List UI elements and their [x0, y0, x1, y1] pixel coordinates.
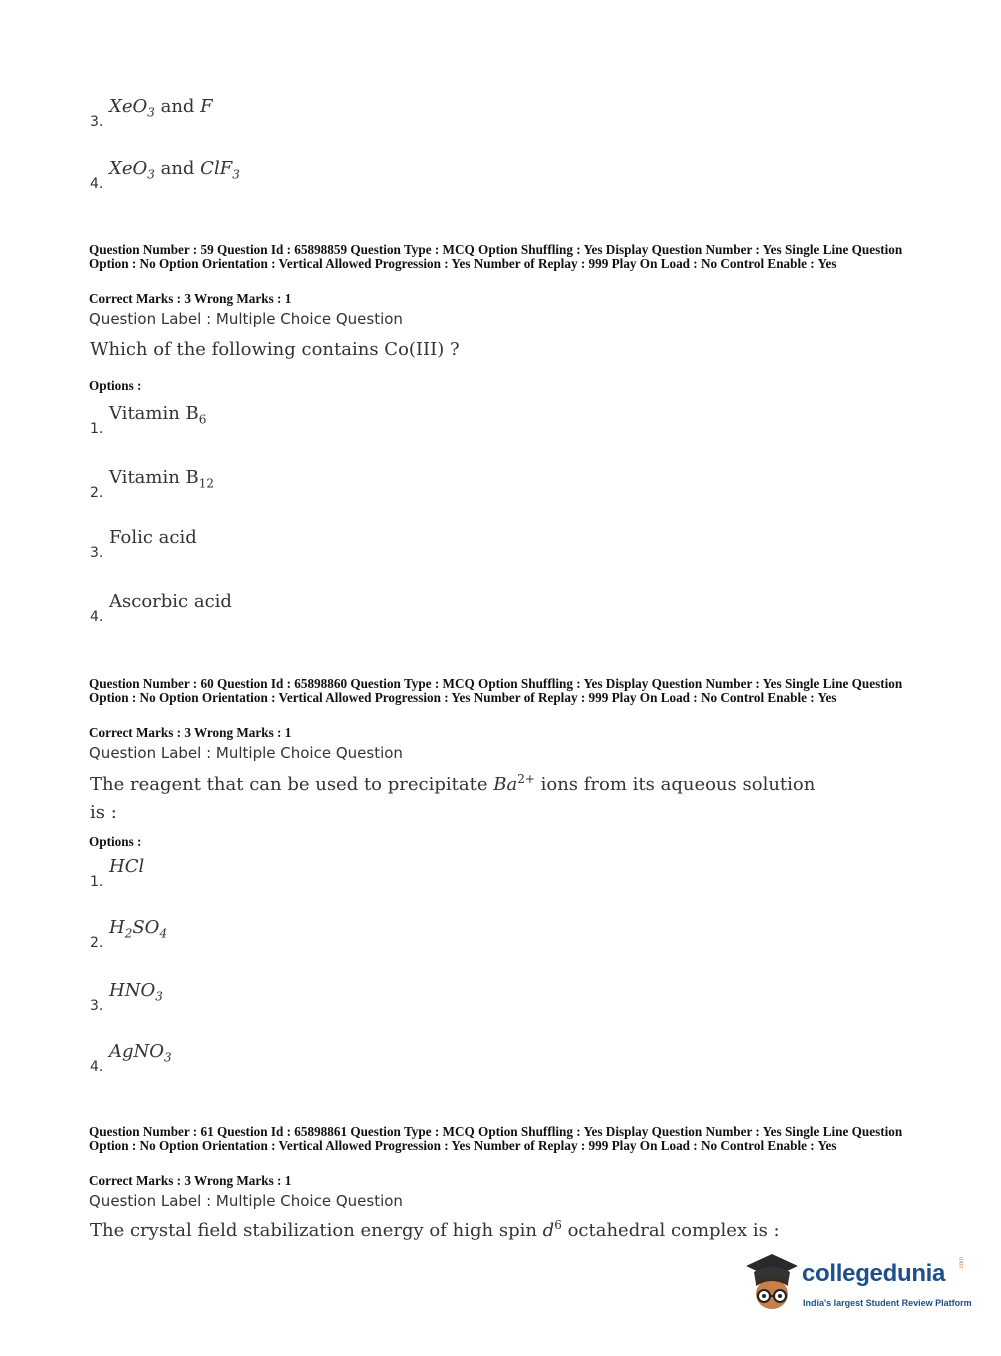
q59-option-1[interactable]	[88, 403, 488, 443]
q61-text: The crystal field stabilization energy of high spin $d^6$ octahedral complex is :	[90, 1218, 780, 1241]
option-text: $HNO_3$	[109, 980, 163, 1004]
option-text: AgNO$_3$	[109, 1041, 172, 1065]
brand-tagline: India's largest Student Review Platform	[803, 1298, 972, 1308]
q61-meta: Question Number : 61 Question Id : 65898861 Question Type : MCQ Option Shuffling : Yes Display Question Number : Yes Single Line Question Option : No Option Orientation : Vertical Allowed Progression : Yes Number of Replay : 999 Play On Load : No Control Enable : Yes	[89, 1124, 903, 1154]
q60-options-heading: Options :	[89, 834, 142, 849]
q59-meta: Question Number : 59 Question Id : 65898859 Question Type : MCQ Option Shuffling : Yes Display Question Number : Yes Single Line Question Option : No Option Orientation : Vertical Allowed Progression : Yes Number of Replay : 999 Play On Load : No Control Enable : Yes	[89, 242, 903, 272]
q60-text-line2: is :	[90, 802, 117, 823]
option-text: Folic acid	[109, 527, 197, 548]
q60-option-1[interactable]	[88, 856, 488, 896]
option-text: Ascorbic acid	[109, 591, 232, 612]
option-text: XeO$_3$ and ClF$_3$	[109, 158, 240, 182]
q60-meta: Question Number : 60 Question Id : 65898860 Question Type : MCQ Option Shuffling : Yes Display Question Number : Yes Single Line Question Option : No Option Orientation : Vertical Allowed Progression : Yes Number of Replay : 999 Play On Load : No Control Enable : Yes	[89, 676, 903, 706]
option-number: 2.	[90, 485, 104, 501]
q60-label: Question Label : Multiple Choice Question	[89, 744, 403, 762]
option-number: 1.	[90, 421, 104, 437]
q61-label: Question Label : Multiple Choice Question	[89, 1192, 403, 1210]
option-number: 3.	[90, 545, 104, 561]
option-text: XeO$_3$ and F	[109, 96, 213, 120]
mascot-icon	[742, 1250, 802, 1316]
option-number: 3.	[90, 998, 104, 1014]
q59-label: Question Label : Multiple Choice Question	[89, 310, 403, 328]
q59-option-4[interactable]	[88, 591, 488, 631]
q60-marks: Correct Marks : 3 Wrong Marks : 1	[89, 725, 292, 740]
option-number: 2.	[90, 935, 104, 951]
option-number: 4.	[90, 1059, 104, 1075]
q59-option-3[interactable]	[88, 527, 488, 567]
q60-option-2[interactable]	[88, 917, 488, 957]
q60-option-3[interactable]	[88, 980, 488, 1020]
prev-option-3[interactable]	[88, 96, 488, 136]
option-text: HCl	[109, 856, 145, 877]
option-number: 4.	[90, 609, 104, 625]
brand-dotcom: .com	[959, 1256, 965, 1270]
option-number: 4.	[90, 176, 104, 192]
option-number: 1.	[90, 874, 104, 890]
option-text: Vitamin $B_{12}$	[109, 467, 215, 491]
q61-marks: Correct Marks : 3 Wrong Marks : 1	[89, 1173, 292, 1188]
prev-option-4[interactable]	[88, 158, 488, 198]
option-text: $H_2SO_4$	[109, 917, 168, 941]
brand-name: collegedunia	[802, 1260, 946, 1287]
q60-option-4[interactable]	[88, 1041, 488, 1081]
q60-text: The reagent that can be used to precipitate $Ba^{2+}$ ions from its aqueous solution	[90, 772, 816, 795]
q59-text: Which of the following contains Co(III) ?	[90, 339, 460, 360]
q59-option-2[interactable]	[88, 467, 488, 507]
q59-marks: Correct Marks : 3 Wrong Marks : 1	[89, 291, 292, 306]
option-number: 3.	[90, 114, 104, 130]
collegedunia-logo[interactable]	[742, 1250, 972, 1320]
option-text: Vitamin $B_6$	[109, 403, 207, 427]
q59-options-heading: Options :	[89, 378, 142, 393]
